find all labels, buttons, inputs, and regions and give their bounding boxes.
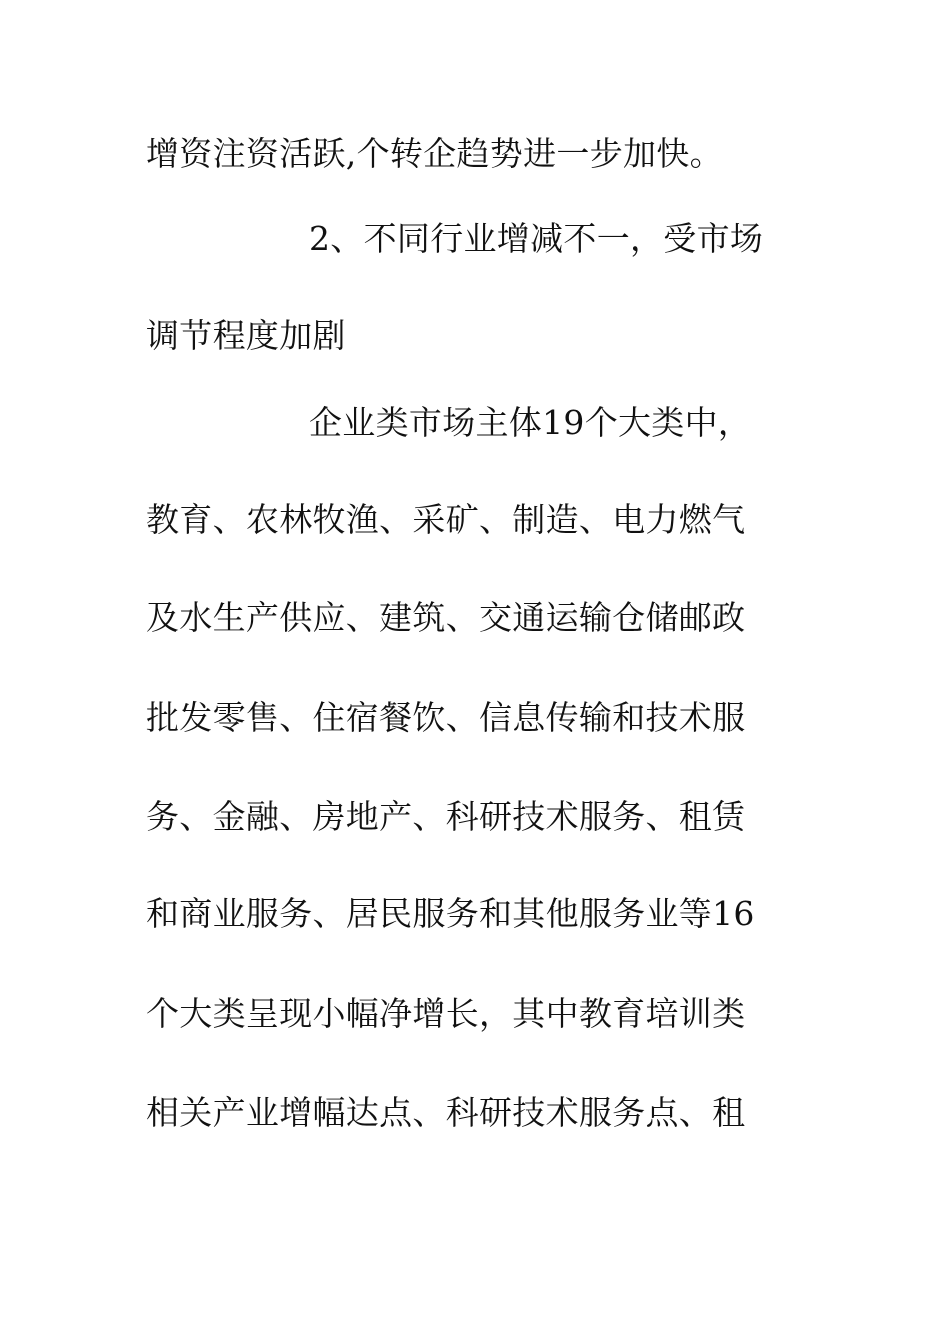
text-line-5: 教育、农林牧渔、采矿、制造、电力燃气: [146, 500, 746, 539]
text-line-11: 相关产业增幅达点、科研技术服务点、租: [146, 1093, 746, 1132]
text-line-1: 增资注资活跃,个转企趋势进一步加快。: [146, 134, 723, 173]
section-heading-line-2: 调节程度加剧: [146, 316, 346, 355]
text-line-7: 批发零售、住宿餐饮、信息传输和技术服: [146, 698, 746, 737]
text-line-6: 及水生产供应、建筑、交通运输仓储邮政: [146, 598, 746, 637]
text-line-9: 和商业服务、居民服务和其他服务业等16: [146, 894, 755, 933]
section-heading-line-1: 2、不同行业增减不一，受市场: [309, 219, 764, 258]
text-line-10: 个大类呈现小幅净增长，其中教育培训类: [146, 994, 746, 1033]
text-line-8: 务、金融、房地产、科研技术服务、租赁: [146, 797, 746, 836]
text-line-4: 企业类市场主体19个大类中，: [309, 403, 752, 442]
